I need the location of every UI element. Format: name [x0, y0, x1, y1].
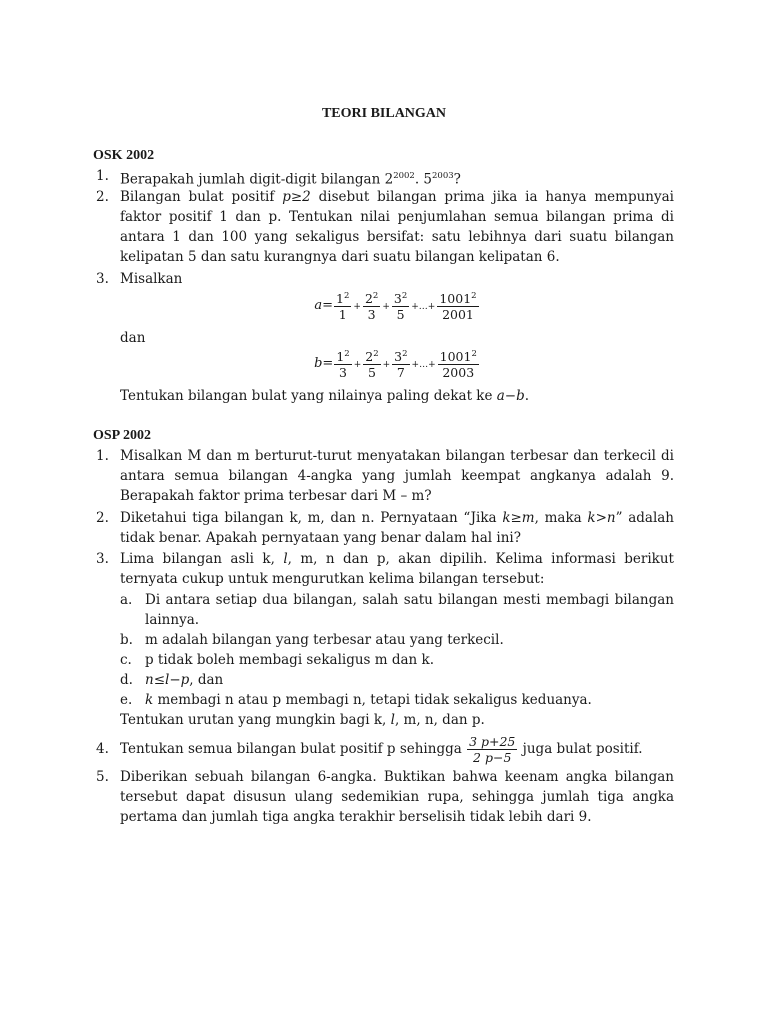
fraction: $\frac{1^2}{1}$: [336, 291, 350, 323]
problem-text: Berapakah jumlah digit-digit bilangan $2^{2002}$. $5^{2003}$?: [120, 171, 461, 188]
subitem-label: d.: [120, 672, 133, 688]
fraction: $\frac{1^2}{3}$: [336, 349, 350, 381]
fraction: $\frac{3^2}{7}$: [394, 349, 408, 381]
fraction: $\frac{2^2}{5}$: [365, 349, 379, 381]
subitem-text: Di antara setiap dua bilangan, salah satu bilangan mesti membagi bilangan lainnya.: [145, 592, 674, 628]
equation-a: a= $\frac{1^2}{1}$ + $\frac{2^2}{3}$ + $\frac{3^2}{5}$ +…+ $\frac{1001^2}{2001}$: [314, 291, 477, 323]
problem-text: Diberikan sebuah bilangan 6-angka. Buktikan bahwa keenam angka bilangan tersebut dapat disusun ulang sedemikian rupa, sehingga jumlah tiga angka pertama dan jumlah tiga angka terakhir berselisih tidak lebih dari 9.: [120, 769, 674, 825]
document-title: TEORI BILANGAN: [321, 106, 447, 121]
section-heading-osk: OSK 2002: [93, 148, 155, 163]
problem-number: 2.: [96, 510, 109, 526]
subitem-text: n≤l−p, dan: [145, 672, 224, 688]
subitem-label: e.: [120, 692, 133, 708]
problem-text: Bilangan bulat positif p≥2 disebut bilangan prima jika ia hanya mempunyai faktor positif 1 dan p. Tentukan nilai penjumlahan semua bilangan prima di antara 1 dan 100 yang sekaligus bersifat: satu lebihnya dari suatu bilangan kelipatan 5 dan satu kurangnya dari suatu bilangan kelipatan 6.: [120, 189, 674, 265]
fraction: $\frac{1001^2}{2003}$: [439, 349, 477, 381]
problem-text: Tentukan urutan yang mungkin bagi k, l, m, n, dan p.: [120, 712, 485, 728]
subitem-text: p tidak boleh membagi sekaligus m dan k.: [145, 652, 435, 668]
subitem-text: m adalah bilangan yang terbesar atau yang terkecil.: [145, 632, 504, 648]
fraction: $\frac{3^2}{5}$: [393, 291, 408, 323]
problem-number: 3.: [96, 551, 109, 567]
problem-text: Misalkan: [120, 271, 183, 287]
problem-text: Tentukan semua bilangan bulat positif p sehingga $\frac{3 p+25}{2 p-5}$ juga bulat positif.: [120, 734, 643, 765]
problem-text: Misalkan M dan m berturut-turut menyatakan bilangan terbesar dan terkecil di antara semua bilangan 4-angka yang jumlah keempat angkanya adalah 9. Berapakah faktor prima terbesar dari M – m?: [120, 448, 674, 504]
problem-text: Diketahui tiga bilangan k, m, dan n. Pernyataan “Jika k≥m, maka k>n” adalah tidak benar. Apakah pernyataan yang benar dalam hal ini?: [120, 510, 675, 546]
problem-number: 5.: [96, 769, 109, 785]
fraction: $\frac{2^2}{3}$: [364, 291, 379, 323]
problem-number: 1.: [96, 448, 109, 464]
section-heading-osp: OSP 2002: [93, 428, 151, 443]
problem-number: 4.: [96, 741, 109, 757]
problem-number: 1.: [96, 168, 109, 184]
subitem-label: a.: [120, 592, 133, 608]
subitem-text: k membagi n atau p membagi n, tetapi tidak sekaligus keduanya.: [145, 692, 592, 708]
problem-text: Lima bilangan asli k, l, m, n dan p, akan dipilih. Kelima informasi berikut ternyata cukup untuk mengurutkan kelima bilangan tersebut:: [120, 551, 674, 587]
subitem-label: b.: [120, 632, 133, 648]
problem-text: Tentukan bilangan bulat yang nilainya paling dekat ke a−b.: [120, 388, 530, 404]
connector-text: dan: [120, 330, 146, 346]
problem-number: 3.: [96, 271, 109, 287]
equation-b: b= $\frac{1^2}{3}$ + $\frac{2^2}{5}$ + $\frac{3^2}{7}$ +…+ $\frac{1001^2}{2003}$: [314, 349, 477, 381]
problem-number: 2.: [96, 189, 109, 205]
fraction: $\frac{1001^2}{2001}$: [439, 291, 477, 323]
fraction: $\frac{3 p+25}{2 p-5}$: [469, 734, 516, 765]
subitem-label: c.: [120, 652, 132, 668]
